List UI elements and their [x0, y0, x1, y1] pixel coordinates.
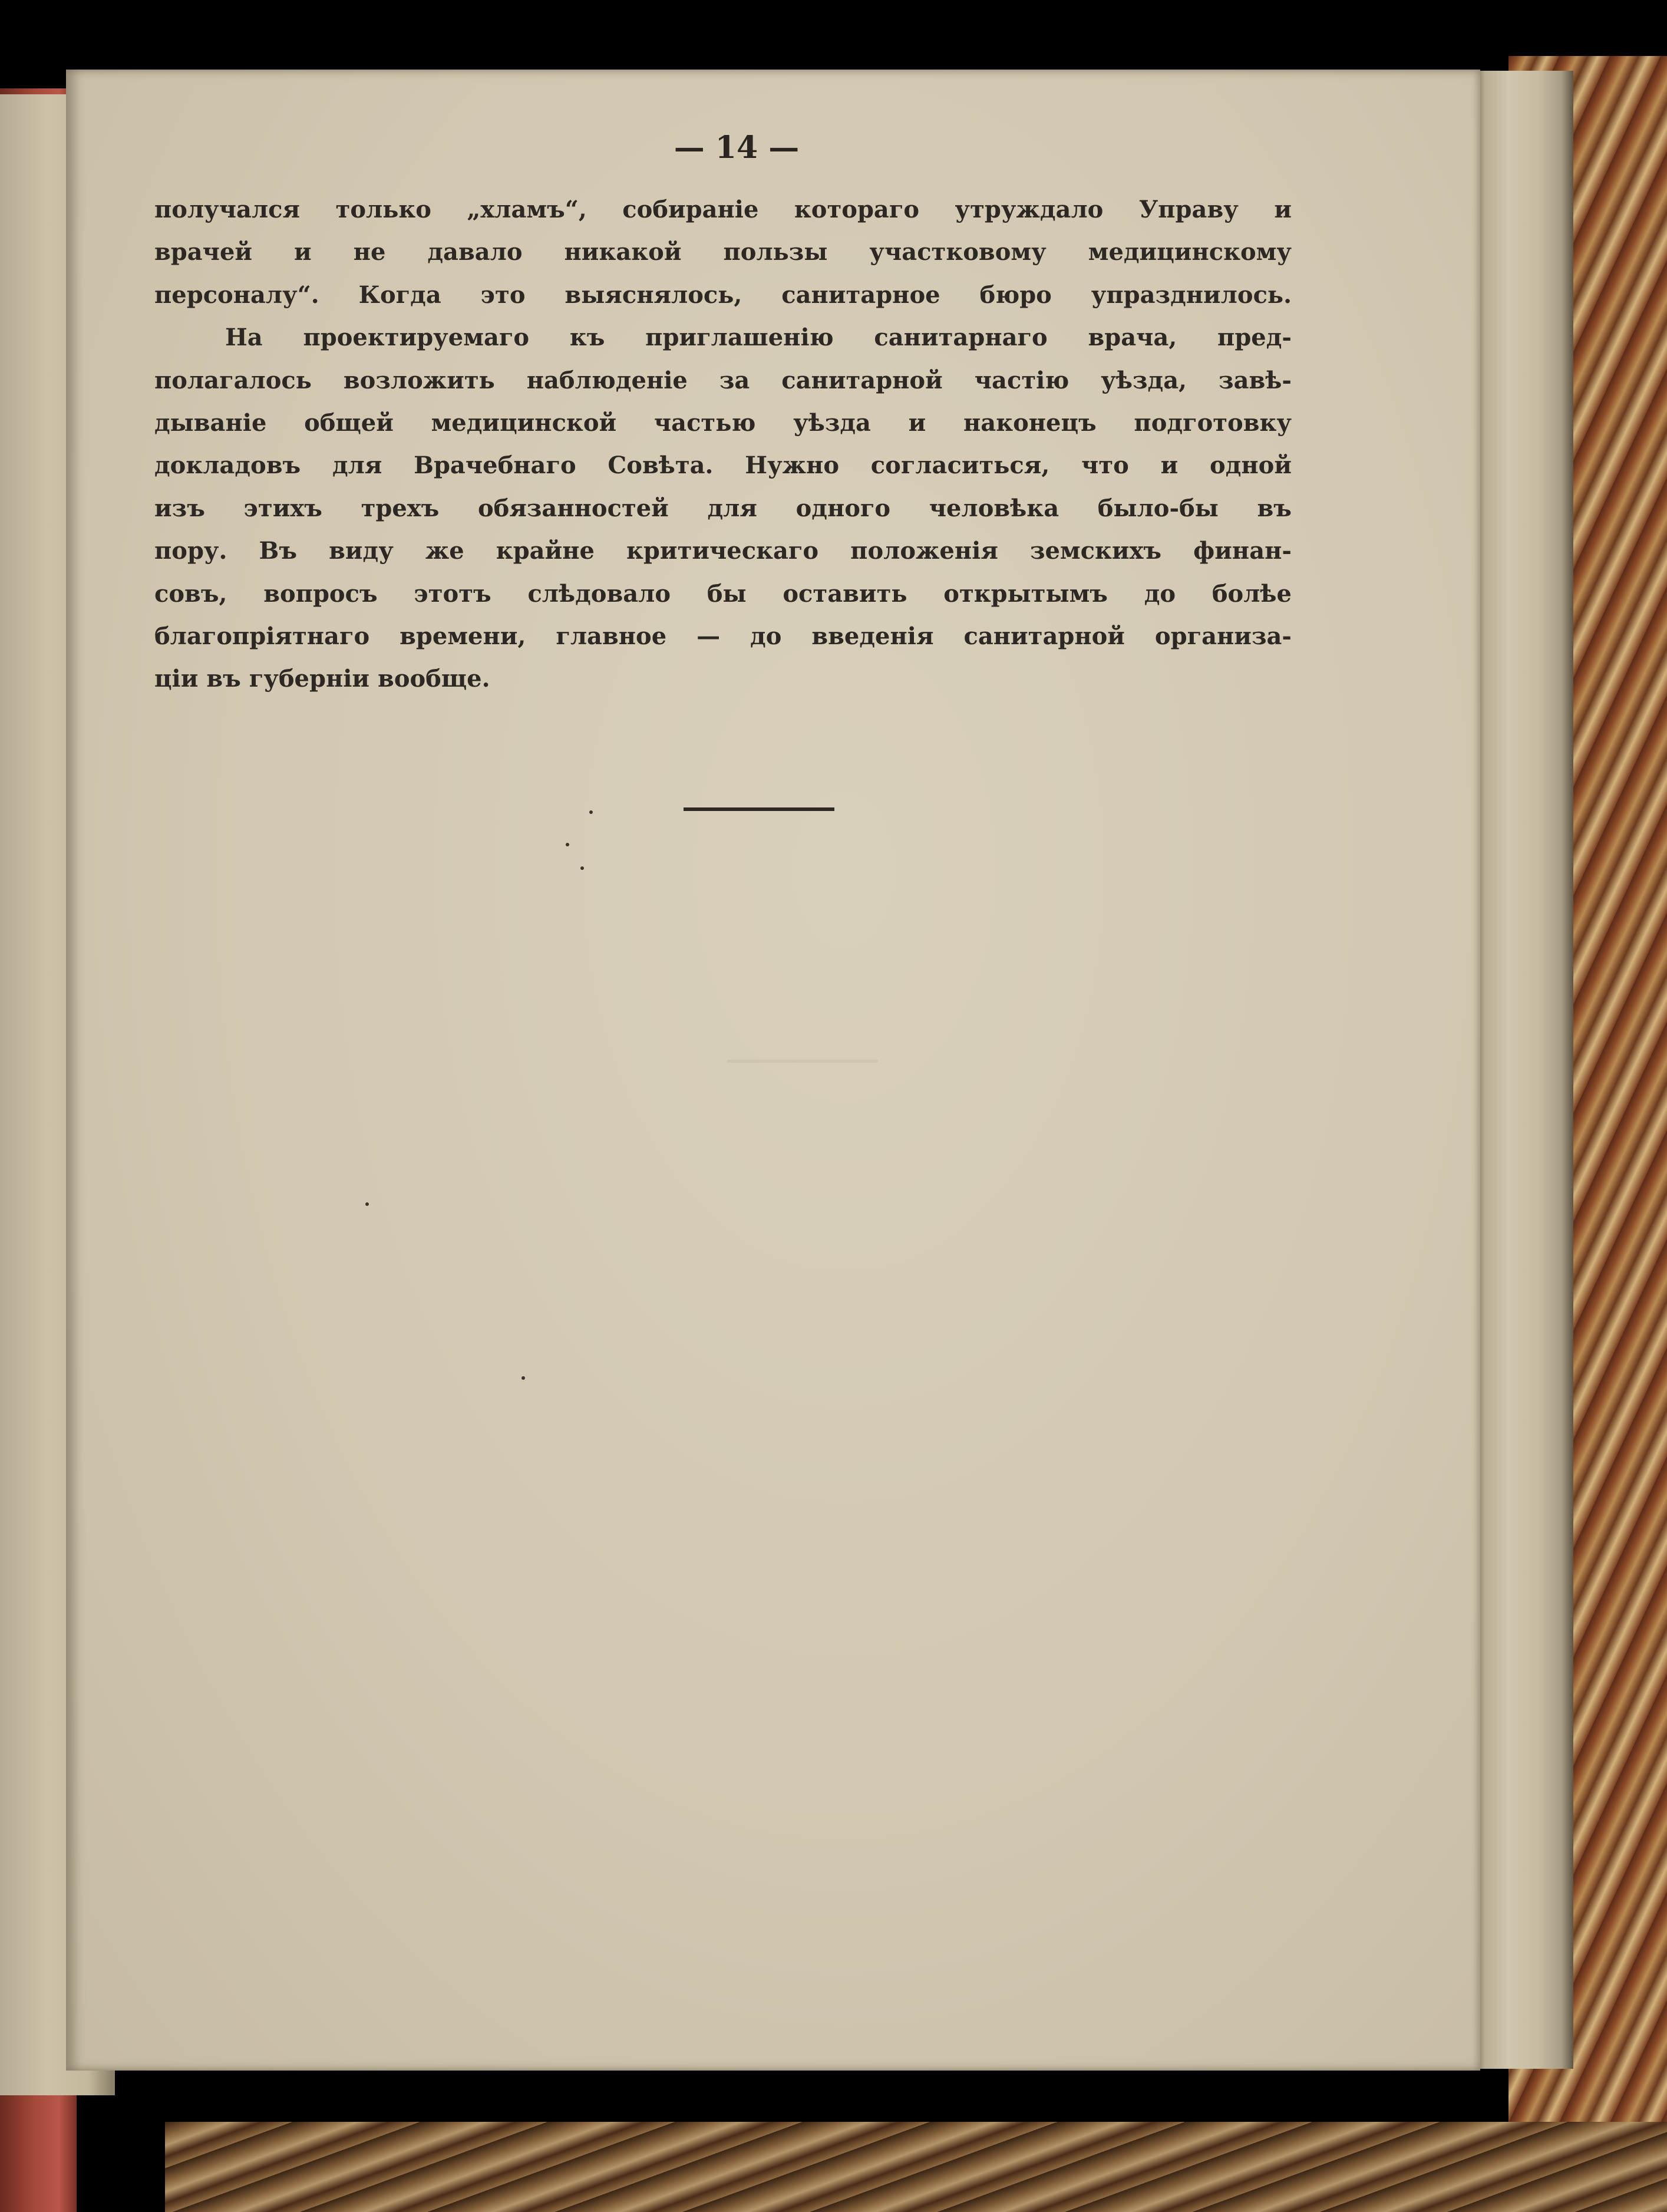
- text-line: докладовъ для Врачебнаго Совѣта. Нужно согласиться, что и одной: [154, 451, 1292, 480]
- text-line: получался только „хламъ“, собираніе котораго утруждало Управу и: [154, 196, 1292, 223]
- ink-speck: [580, 866, 584, 870]
- text-line: изъ этихъ трехъ обязанностей для одного человѣка было-бы въ: [154, 494, 1292, 522]
- ink-speck: [365, 1202, 369, 1206]
- text-line: На проектируемаго къ приглашенію санитарнаго врача, пред-: [225, 324, 1292, 352]
- text-line: благопріятнаго времени, главное — до введенія санитарной организа-: [154, 622, 1292, 650]
- page-number: — 14 —: [674, 130, 800, 166]
- text-line: врачей и не давало никакой пользы участковому медицинскому: [154, 238, 1292, 266]
- text-line: совъ, вопросъ этотъ слѣдовало бы оставить открытымъ до болѣе: [154, 579, 1292, 608]
- text-line: пору. Въ виду же крайне критическаго положенія земскихъ финан-: [154, 537, 1292, 565]
- bleed-through-text: [243, 853, 1362, 1071]
- section-divider: [684, 807, 834, 811]
- text-line: дываніе общей медицинской частью уѣзда и наконецъ подготовку: [154, 408, 1292, 437]
- page-stack-edge: [1473, 71, 1573, 2069]
- text-line: полагалось возложить наблюденіе за санитарной частію уѣзда, завѣ-: [154, 366, 1292, 394]
- ink-speck: [566, 843, 569, 846]
- page-body-text: [154, 189, 1292, 701]
- text-line: ціи въ губерніи вообще.: [154, 665, 490, 693]
- marbled-book-bottom-edge: [165, 2122, 1667, 2212]
- ink-speck: [521, 1376, 525, 1380]
- text-line: персоналу“. Когда это выяснялось, санитарное бюро упразднилось.: [154, 281, 1292, 309]
- ink-speck: [589, 810, 593, 814]
